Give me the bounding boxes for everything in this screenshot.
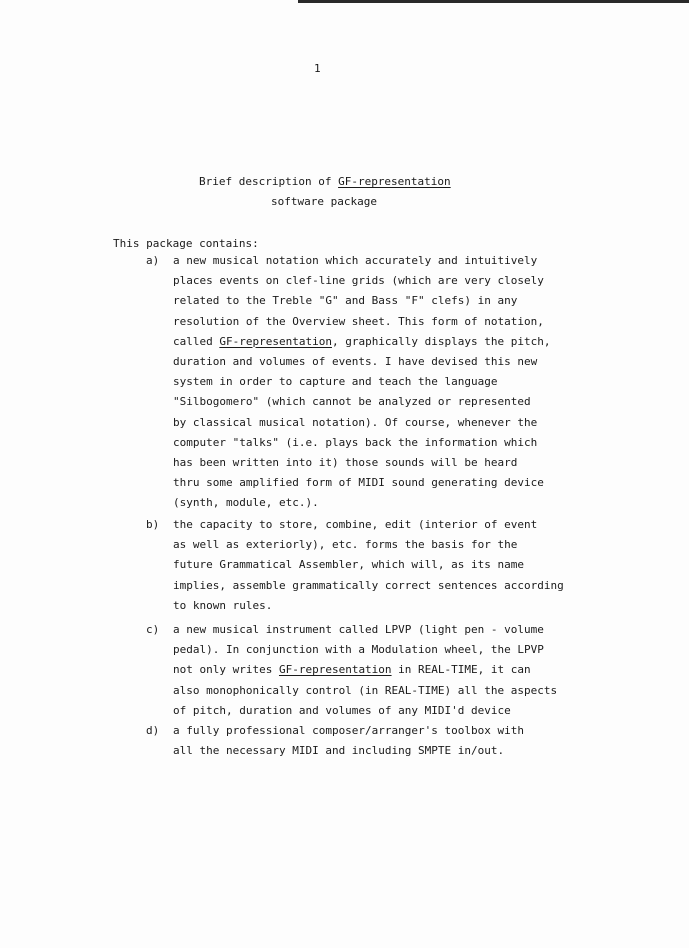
text-segment: future Grammatical Assembler, which will, as its name — [173, 558, 524, 572]
text-line — [173, 312, 551, 332]
text-segment: related to the Treble "G" and Bass "F" clefs) in any — [173, 294, 518, 308]
list-marker: d) — [146, 724, 160, 737]
text-line — [173, 433, 551, 453]
text-line — [173, 251, 551, 271]
text-segment: , graphically displays the pitch, — [331, 334, 551, 348]
text-line — [173, 576, 564, 596]
text-segment: called — [173, 334, 220, 348]
text-line — [173, 640, 557, 660]
text-line — [173, 620, 557, 640]
text-segment: as well as exteriorly), etc. forms the basis for the — [173, 538, 518, 552]
text-line — [173, 392, 551, 412]
text-line — [173, 271, 551, 291]
text-segment: in REAL-TIME, it can — [391, 663, 531, 677]
text-line — [173, 473, 551, 493]
title-underlined-term: GF-representation — [338, 175, 451, 188]
text-line — [173, 515, 564, 535]
text-segment: implies, assemble grammatically correct sentences according — [173, 578, 564, 592]
text-line — [173, 741, 524, 761]
list-item-text — [173, 721, 524, 761]
text-segment: not only writes — [173, 663, 279, 677]
text-segment: to known rules. — [173, 598, 273, 612]
list-item-text — [173, 251, 551, 513]
text-segment: pedal). In conjunction with a Modulation wheel, the LPVP — [173, 643, 544, 657]
text-segment: system in order to capture and teach the language — [173, 375, 498, 389]
text-line — [173, 701, 557, 721]
document-title — [199, 175, 451, 188]
underlined-term: GF-representation — [219, 334, 332, 348]
text-line — [173, 372, 551, 392]
text-line — [173, 721, 524, 741]
list-item-text — [173, 620, 557, 721]
text-segment: computer "talks" (i.e. plays back the information which — [173, 435, 538, 449]
text-segment: thru some amplified form of MIDI sound generating device — [173, 476, 544, 490]
text-segment: the capacity to store, combine, edit (interior of event — [173, 518, 538, 531]
text-segment: duration and volumes of events. I have devised this new — [173, 354, 538, 368]
document-subtitle: software package — [271, 195, 377, 208]
text-segment: resolution of the Overview sheet. This form of notation, — [173, 314, 544, 328]
text-segment: a new musical notation which accurately and intuitively — [173, 254, 538, 267]
text-line — [173, 660, 557, 680]
text-line — [173, 352, 551, 372]
text-segment: "Silbogomero" (which cannot be analyzed or represented — [173, 395, 531, 409]
list-item-text — [173, 515, 564, 616]
text-line — [173, 555, 564, 575]
text-line — [173, 681, 557, 701]
text-line — [173, 535, 564, 555]
intro-text: This package contains: — [113, 237, 259, 250]
text-line — [173, 493, 551, 513]
list-marker: c) — [146, 623, 160, 636]
text-line — [173, 291, 551, 311]
text-line — [173, 596, 564, 616]
text-segment: has been written into it) those sounds will be heard — [173, 455, 518, 469]
text-segment: also monophonically control (in REAL-TIME) all the aspects — [173, 683, 558, 697]
text-line — [173, 453, 551, 473]
list-marker: b) — [146, 518, 160, 531]
text-segment: places events on clef-line grids (which are very closely — [173, 274, 544, 288]
text-segment: of pitch, duration and volumes of any MIDI'd device — [173, 703, 511, 717]
underlined-term: GF-representation — [278, 663, 392, 677]
text-segment: by classical musical notation). Of course, whenever the — [173, 415, 538, 429]
title-prefix: Brief description of — [199, 175, 339, 188]
text-segment: (synth, module, etc.). — [173, 496, 319, 510]
text-segment: a new musical instrument called LPVP (light pen - volume — [173, 623, 544, 636]
text-segment: a fully professional composer/arranger's toolbox with — [173, 724, 524, 737]
top-edge-rule — [298, 0, 689, 3]
text-line — [173, 413, 551, 433]
list-marker: a) — [146, 254, 160, 267]
text-segment: all the necessary MIDI and including SMPTE in/out. — [173, 744, 505, 758]
page-number: 1 — [314, 62, 321, 75]
text-line — [173, 332, 551, 352]
